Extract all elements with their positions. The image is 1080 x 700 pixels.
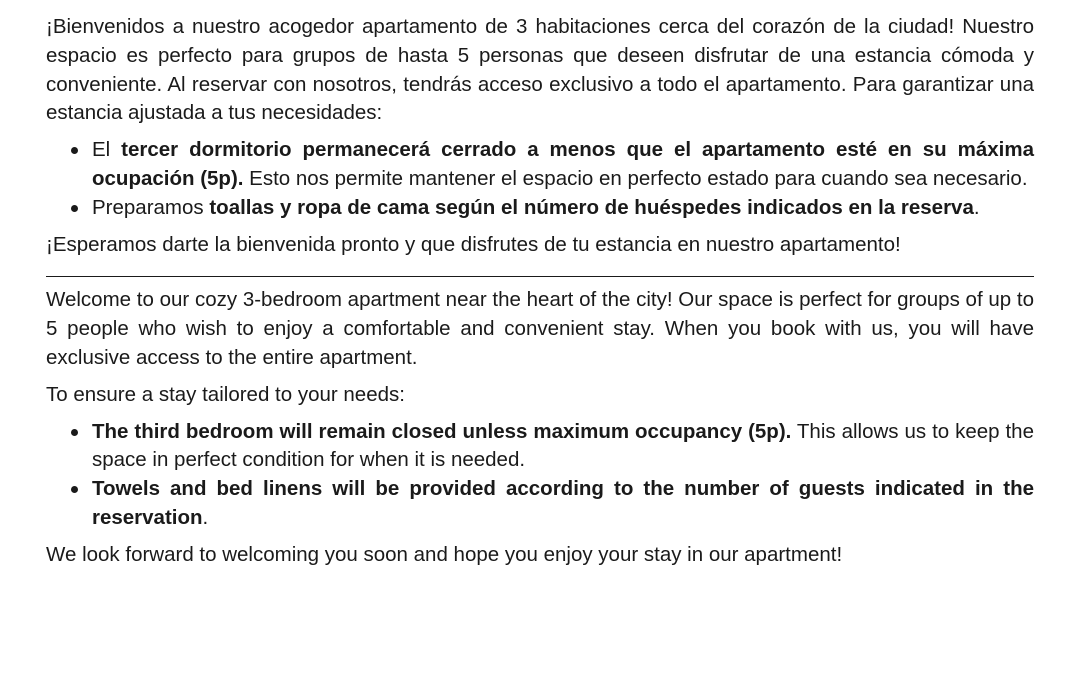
bullet-text-bold: tercer dormitorio permanecerá cerrado a menos que el apartamento esté en su máxima ocupación (5p).: [92, 138, 1034, 190]
language-divider: [46, 276, 1034, 277]
bullet-text-post: .: [202, 505, 209, 529]
english-bullet-item: [92, 475, 1034, 533]
bullet-text-post: This allows us to keep the space in perfect condition for when it is needed.: [92, 419, 1034, 472]
bullet-text-bold: The third bedroom will remain closed unless maximum occupancy (5p).: [92, 419, 792, 443]
english-bullet-item: [92, 418, 1034, 476]
spanish-bullet-item: [92, 136, 1034, 194]
spanish-closing-paragraph: ¡Esperamos darte la bienvenida pronto y que disfrutes de tu estancia en nuestro apartamento!: [46, 232, 901, 256]
english-bullet-list: [46, 418, 1034, 533]
english-ensure-paragraph: To ensure a stay tailored to your needs:: [46, 382, 405, 406]
bullet-text-bold: toallas y ropa de cama según el número de huéspedes indicados en la reserva: [209, 195, 974, 219]
spanish-bullet-item: [92, 194, 1034, 223]
document-body: [46, 13, 1034, 570]
english-intro-paragraph: Welcome to our cozy 3-bedroom apartment near the heart of the city! Our space is perfect for groups of up to 5 people who wish to enjoy a comfortable and convenient stay. When you book with us, you will have exclusive access to the entire apartment.: [46, 288, 1034, 369]
bullet-text-post: .: [973, 195, 980, 219]
spanish-bullet-list: [46, 136, 1034, 222]
bullet-text-post: Esto nos permite mantener el espacio en perfecto estado para cuando sea necesario.: [243, 166, 1028, 190]
bullet-text-pre: Preparamos: [92, 195, 210, 219]
bullet-text-pre: El: [92, 138, 122, 162]
bullet-text-bold: Towels and bed linens will be provided according to the number of guests indicated in the reservation: [92, 477, 1034, 529]
english-closing-paragraph: We look forward to welcoming you soon and hope you enjoy your stay in our apartment!: [46, 542, 843, 566]
spanish-intro-paragraph: ¡Bienvenidos a nuestro acogedor apartamento de 3 habitaciones cerca del corazón de la ciudad! Nuestro espacio es perfecto para grupos de hasta 5 personas que deseen disfrutar de una estancia cómoda y conveniente. Al reservar con nosotros, tendrás acceso exclusivo a todo el apartamento. Para garantizar una estancia ajustada a tus necesidades:: [46, 15, 1034, 125]
